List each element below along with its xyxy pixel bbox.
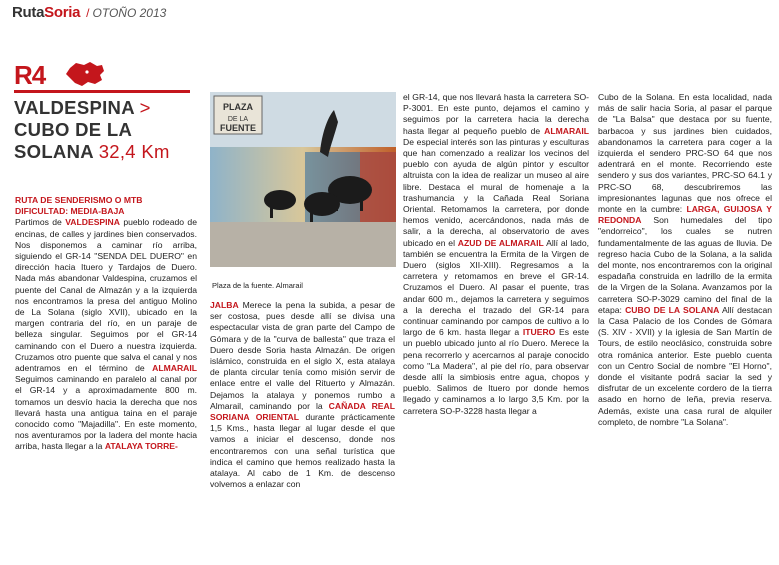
mural-image (210, 92, 396, 267)
province-map-icon (64, 60, 106, 88)
photo-mural (210, 92, 396, 267)
photo-caption: Plaza de la fuente. Almarail (212, 281, 303, 290)
text-column-3 (403, 92, 589, 417)
text-column-1 (15, 195, 197, 453)
svg-text:FUENTE: FUENTE (220, 123, 256, 133)
svg-text:PLAZA: PLAZA (223, 102, 253, 112)
season-label (86, 6, 166, 20)
route-distance: 32,4 Km (98, 141, 170, 162)
route-number: R4 (14, 60, 46, 90)
place-valdespina: VALDESPINA (65, 217, 120, 228)
route-difficulty: DIFICULTAD: MEDIA-BAJA (15, 206, 125, 217)
text-column-2 (210, 300, 395, 490)
title-rule (14, 90, 190, 93)
place-almarail: ALMARAIL (152, 363, 197, 374)
title-end: CUBO DE LA SOLANA (14, 119, 132, 162)
title-start: VALDESPINA (14, 97, 135, 118)
brand-logo (12, 4, 80, 21)
season-slash: / (86, 6, 90, 20)
place-azud: AZUD DE ALMARAIL (457, 237, 544, 248)
page-header (12, 4, 166, 24)
place-jalba: JALBA (210, 300, 239, 310)
title-arrow: > (139, 97, 151, 118)
route-type: RUTA DE SENDERISMO O MTB (15, 195, 143, 205)
season-text: OTOÑO 2013 (92, 6, 167, 20)
svg-text:DE LA: DE LA (227, 116, 249, 123)
column-3-paragraph: el GR-14, que nos llevará hasta la carretera SO-P-3001. En este punto, dejamos el camino y seguimos por la carretera hacia la derecha hasta llegar al pequeño pueblo de ALMARAIL De especial interés son las pinturas y esculturas que han comenzado a realizar los vecinos del pueblo con ayuda de algún pintor y escultor altruista con la idea de realizar un museo al aire libre. Destaca el mural de homenaje a la trashumancia y la Cañada Real Soriana Oriental. Retomamos la carretera, por donde hemos venido, acercándonos, nada más de salir, a la derecha, al observatorio de aves ubicado en el AZUD DE ALMARAIL Allí al lado, también se encuentra la Ermita de la Virgen de Duero (siglos XII-XIII). Regresamos a la carretera y retomamos en breve el GR-14. Cruzamos el Duero. Al pasar el puente, tras andar 600 m., dejamos la carretera y seguimos a la derecha el trazado del GR-14 para continuar caminando por campos de cultivo a lo largo de 6 km. hasta llegar a ITUERO Es este un pueblo ubicado junto al río Duero. Merece la pena recorrerlo y acercarnos al paraje conocido como "La Madera", al pie del río, para observar desde allí la simbiosis entre agua, chopos y pueblo. Salimos de Ituero por donde hemos llegado y caminamos a lo largo 3,5 Km. por la carretera SO-P-3228 hasta llegar a (403, 92, 590, 416)
place-cubo: CUBO DE LA SOLANA (625, 304, 720, 315)
column-2-paragraph: JALBA Merece la pena la subida, a pesar de ser costosa, pues desde allí se divisa una espectacular vista de gran parte del Campo de Gómara y de la "curva de ballesta" que traza el Duero desde Soria hasta Almazán. De origen islámico, construida en el siglo X, esta atalaya de planta circular tenía como misión servir de enlace entre el valle del Rituerto y Almazán. Dejamos la atalaya y ponemos rumbo a Almarail, caminando por la CAÑADA REAL SORIANA ORIENTAL durante prácticamente 1,5 Kms., hasta llegar al lugar desde el que vamos a iniciar el descenso, donde nos encontraremos con una señal turística que indica el camino que hemos realizado hasta la atalaya. Al cabo de 1 Km. de descenso volvemos a enlazar con (210, 300, 396, 490)
place-lagunas: LARGA, GUIJOSA Y REDONDA (598, 204, 772, 226)
column-4-paragraph: Cubo de la Solana. En esta localidad, nada más de salir hacia Soria, al pasar el parque de "La Balsa" que destaca por su fuente, barbacoa y sus jardines bien cuidados, abandonamos la carretera para coger a la izquierda el sendero PRC-SO 64 que nos adentrará en el monte. Recorriendo este sendero y sus dos variantes, PRC-SO 64.1 y PRC-SO 68, descubriremos las impresionantes lagunas que nos ofrece el monte en la cumbre: LARGA, GUIJOSA Y REDONDA Son humedales del tipo "endorreico", los cuales se nutren fundamentalmente de las aguas de lluvia. De regreso hacia Cubo de la Solana, a la salida del monte, nos encontraremos con la original espadaña construida en ladrillo de la ermita de la Virgen de la Solana. Avanzamos por la carretera SO-P-3029 camino del final de la etapa: CUBO DE LA SOLANA Allí destacan la Casa Palacio de los Condes de Gómara (S. XIV - XVII) y la iglesia de San Martín de Tours, de estilo neoclásico, construida sobre otra románica anterior. Este pueblo cuenta con un Centro Social de nombre "El Horno", donde el visitante podrá saciar la sed y disfrutar de un excelente cordero de la tierra asado en horno de leña, previa reserva. Además, existe una casa rural de alquiler completo, de nombre "La Solana". (598, 92, 773, 427)
brand-part2: Soria (44, 4, 81, 21)
text-column-4 (598, 92, 772, 428)
place-ituero: ITUERO (522, 327, 556, 338)
route-title (14, 97, 199, 163)
column-1-paragraph: Partimos de VALDESPINA pueblo rodeado de encinas, de calles y jardines bien conservados. Nos disponemos a caminar río arriba, siguiendo el GR-14 "SENDA DEL DUERO" en dirección hacia Ituero y Tardajos de Duero. Nada más abandonar Valdespina, cruzamos el puente del Canal de Almazán y a la izquierda nos encontramos la presa del antiguo Molino de La Solana (siglo XVII), ubicado en la margen contraria del río, en un paraje de belleza singular. Seguimos por el GR-14 caminando con el Duero a nuestra izquierda. Cruzamos otro puente que salva el canal y nos adentramos en el término de ALMARAIL Seguimos caminando en paralelo al canal por el GR-14 y a aproximadamente 800 m. tomamos un desvío hacia la derecha que nos llevará hasta una antigua taina en el paraje conocido como "Majadilla". En este momento, nos aventuramos por la ladera del monte hacia arriba, hasta llegar a la ATALAYA TORRE- (15, 217, 197, 452)
place-almarail-2: ALMARAIL (544, 125, 589, 136)
place-atalaya: ATALAYA TORRE- (104, 441, 178, 452)
brand-part1: Ruta (12, 4, 45, 21)
place-canada-real: CAÑADA REAL SORIANA ORIENTAL (210, 400, 395, 423)
